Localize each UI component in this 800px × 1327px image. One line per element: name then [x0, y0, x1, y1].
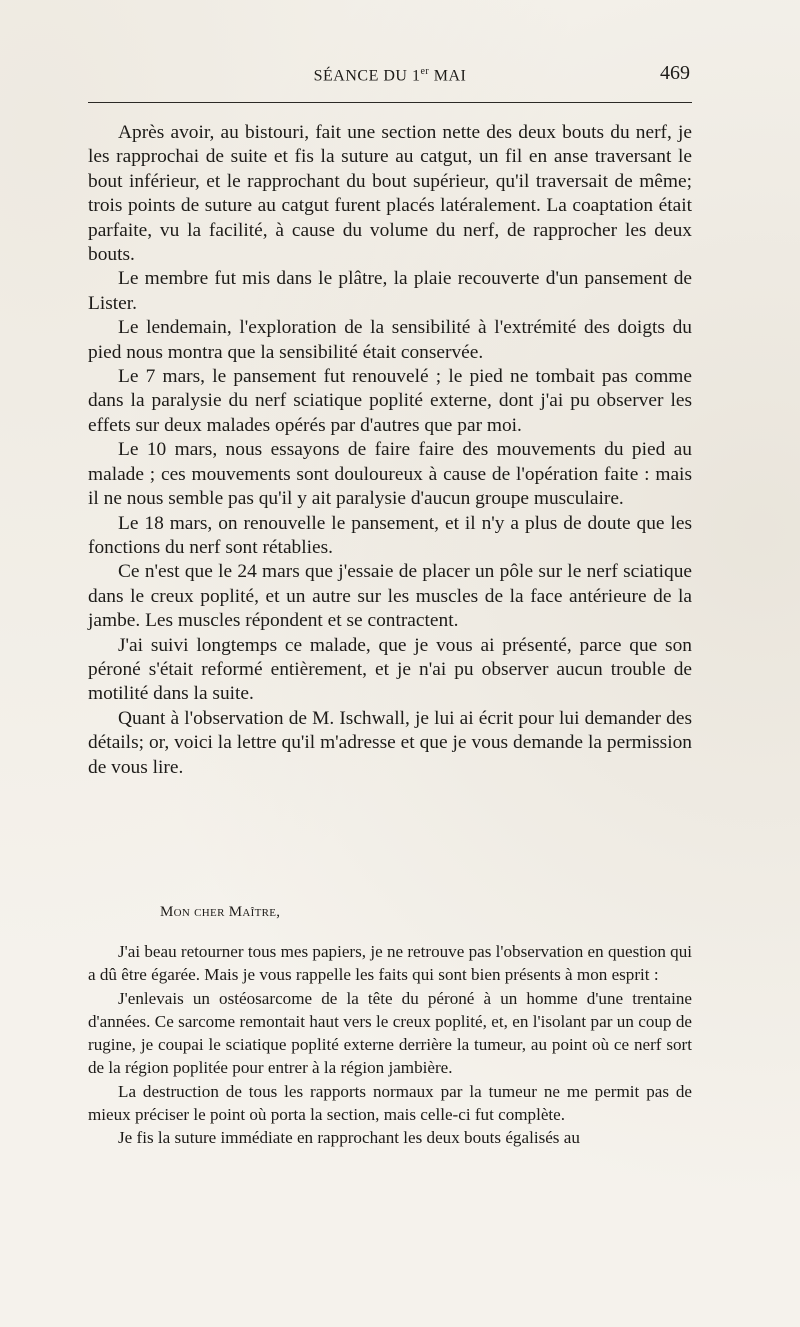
header-title-month: MAI — [429, 67, 467, 85]
paragraph: Le 18 mars, on renouvelle le pansement, et il n'y a plus de doute que les fonctions du nerf sont rétablies. — [88, 512, 692, 558]
paragraph: J'ai suivi longtemps ce malade, que je vous ai présenté, parce que son péroné s'était reformé entièrement, et je n'ai pu observer aucun trouble de motilité dans la suite. — [88, 634, 692, 705]
letter-paragraph: J'enlevais un ostéosarcome de la tête du péroné à un homme d'une trentaine d'années. Ce sarcome remontait haut vers le creux poplité, et, en l'isolant par un coup de rugine, je coupai le sciatique poplité externe derrière la tumeur, au point où ce nerf sort de la région poplitée pour entrer à la région jambière. — [88, 988, 692, 1078]
header-rule — [88, 102, 692, 103]
paragraph: Le membre fut mis dans le plâtre, la plaie recouverte d'un pansement de Lister. — [88, 268, 692, 314]
page-number: 469 — [660, 62, 690, 84]
header-title — [88, 66, 692, 85]
paragraph: Quant à l'observation de M. Ischwall, je lui ai écrit pour lui demander des détails; or, voici la lettre qu'il m'adresse et que je vous demande la permission de vous lire. — [88, 707, 692, 778]
paragraph: Ce n'est que le 24 mars que j'essaie de placer un pôle sur le nerf sciatique dans le creux poplité, et un autre sur les muscles de la face antérieure de la jambe. Les muscles répondent et se contractent. — [88, 561, 692, 632]
letter-paragraph: J'ai beau retourner tous mes papiers, je ne retrouve pas l'observation en question qui a dû être égarée. Mais je vous rappelle les faits qui sont bien présents à mon esprit : — [88, 942, 692, 985]
paragraph: Le 10 mars, nous essayons de faire faire des mouvements du pied au malade ; ces mouvements sont douloureux à cause de l'opération faite : mais il ne nous semble pas qu'il y ait paralysie d'aucun groupe musculaire. — [88, 439, 692, 510]
letter-paragraph: La destruction de tous les rapports normaux par la tumeur ne me permit pas de mieux préciser le point où porta la section, mais celle-ci fut complète. — [88, 1081, 692, 1125]
paragraph: Le lendemain, l'exploration de la sensibilité à l'extrémité des doigts du pied nous montra que la sensibilité était conservée. — [88, 317, 692, 363]
header-title-superscript: er — [420, 66, 430, 77]
header-title-main: SÉANCE DU 1 — [313, 67, 421, 85]
letter-salutation — [160, 904, 280, 921]
paragraph: Après avoir, au bistouri, fait une section nette des deux bouts du nerf, je les rapprochai de suite et fis la suture au catgut, un fil en anse traversant le bout inférieur, et le rapprochant du bout supérieur, qu'il traversait de même; trois points de suture au catgut furent placés latéralement. La coaptation était parfaite, vu la facilité, à cause du volume du nerf, de rapprocher les deux bouts. — [88, 122, 692, 266]
salutation-text: Mon cher Maître, — [160, 904, 281, 920]
running-header — [88, 60, 692, 100]
main-text — [88, 121, 692, 780]
letter-text — [88, 940, 692, 1150]
paragraph: Le 7 mars, le pansement fut renouvelé ; le pied ne tombait pas comme dans la paralysie du nerf sciatique poplité externe, dont j'ai pu observer les effets sur deux malades opérés par d'autres que par moi. — [88, 366, 692, 436]
letter-paragraph: Je fis la suture immédiate en rapprochant les deux bouts égalisés au — [118, 1128, 580, 1148]
